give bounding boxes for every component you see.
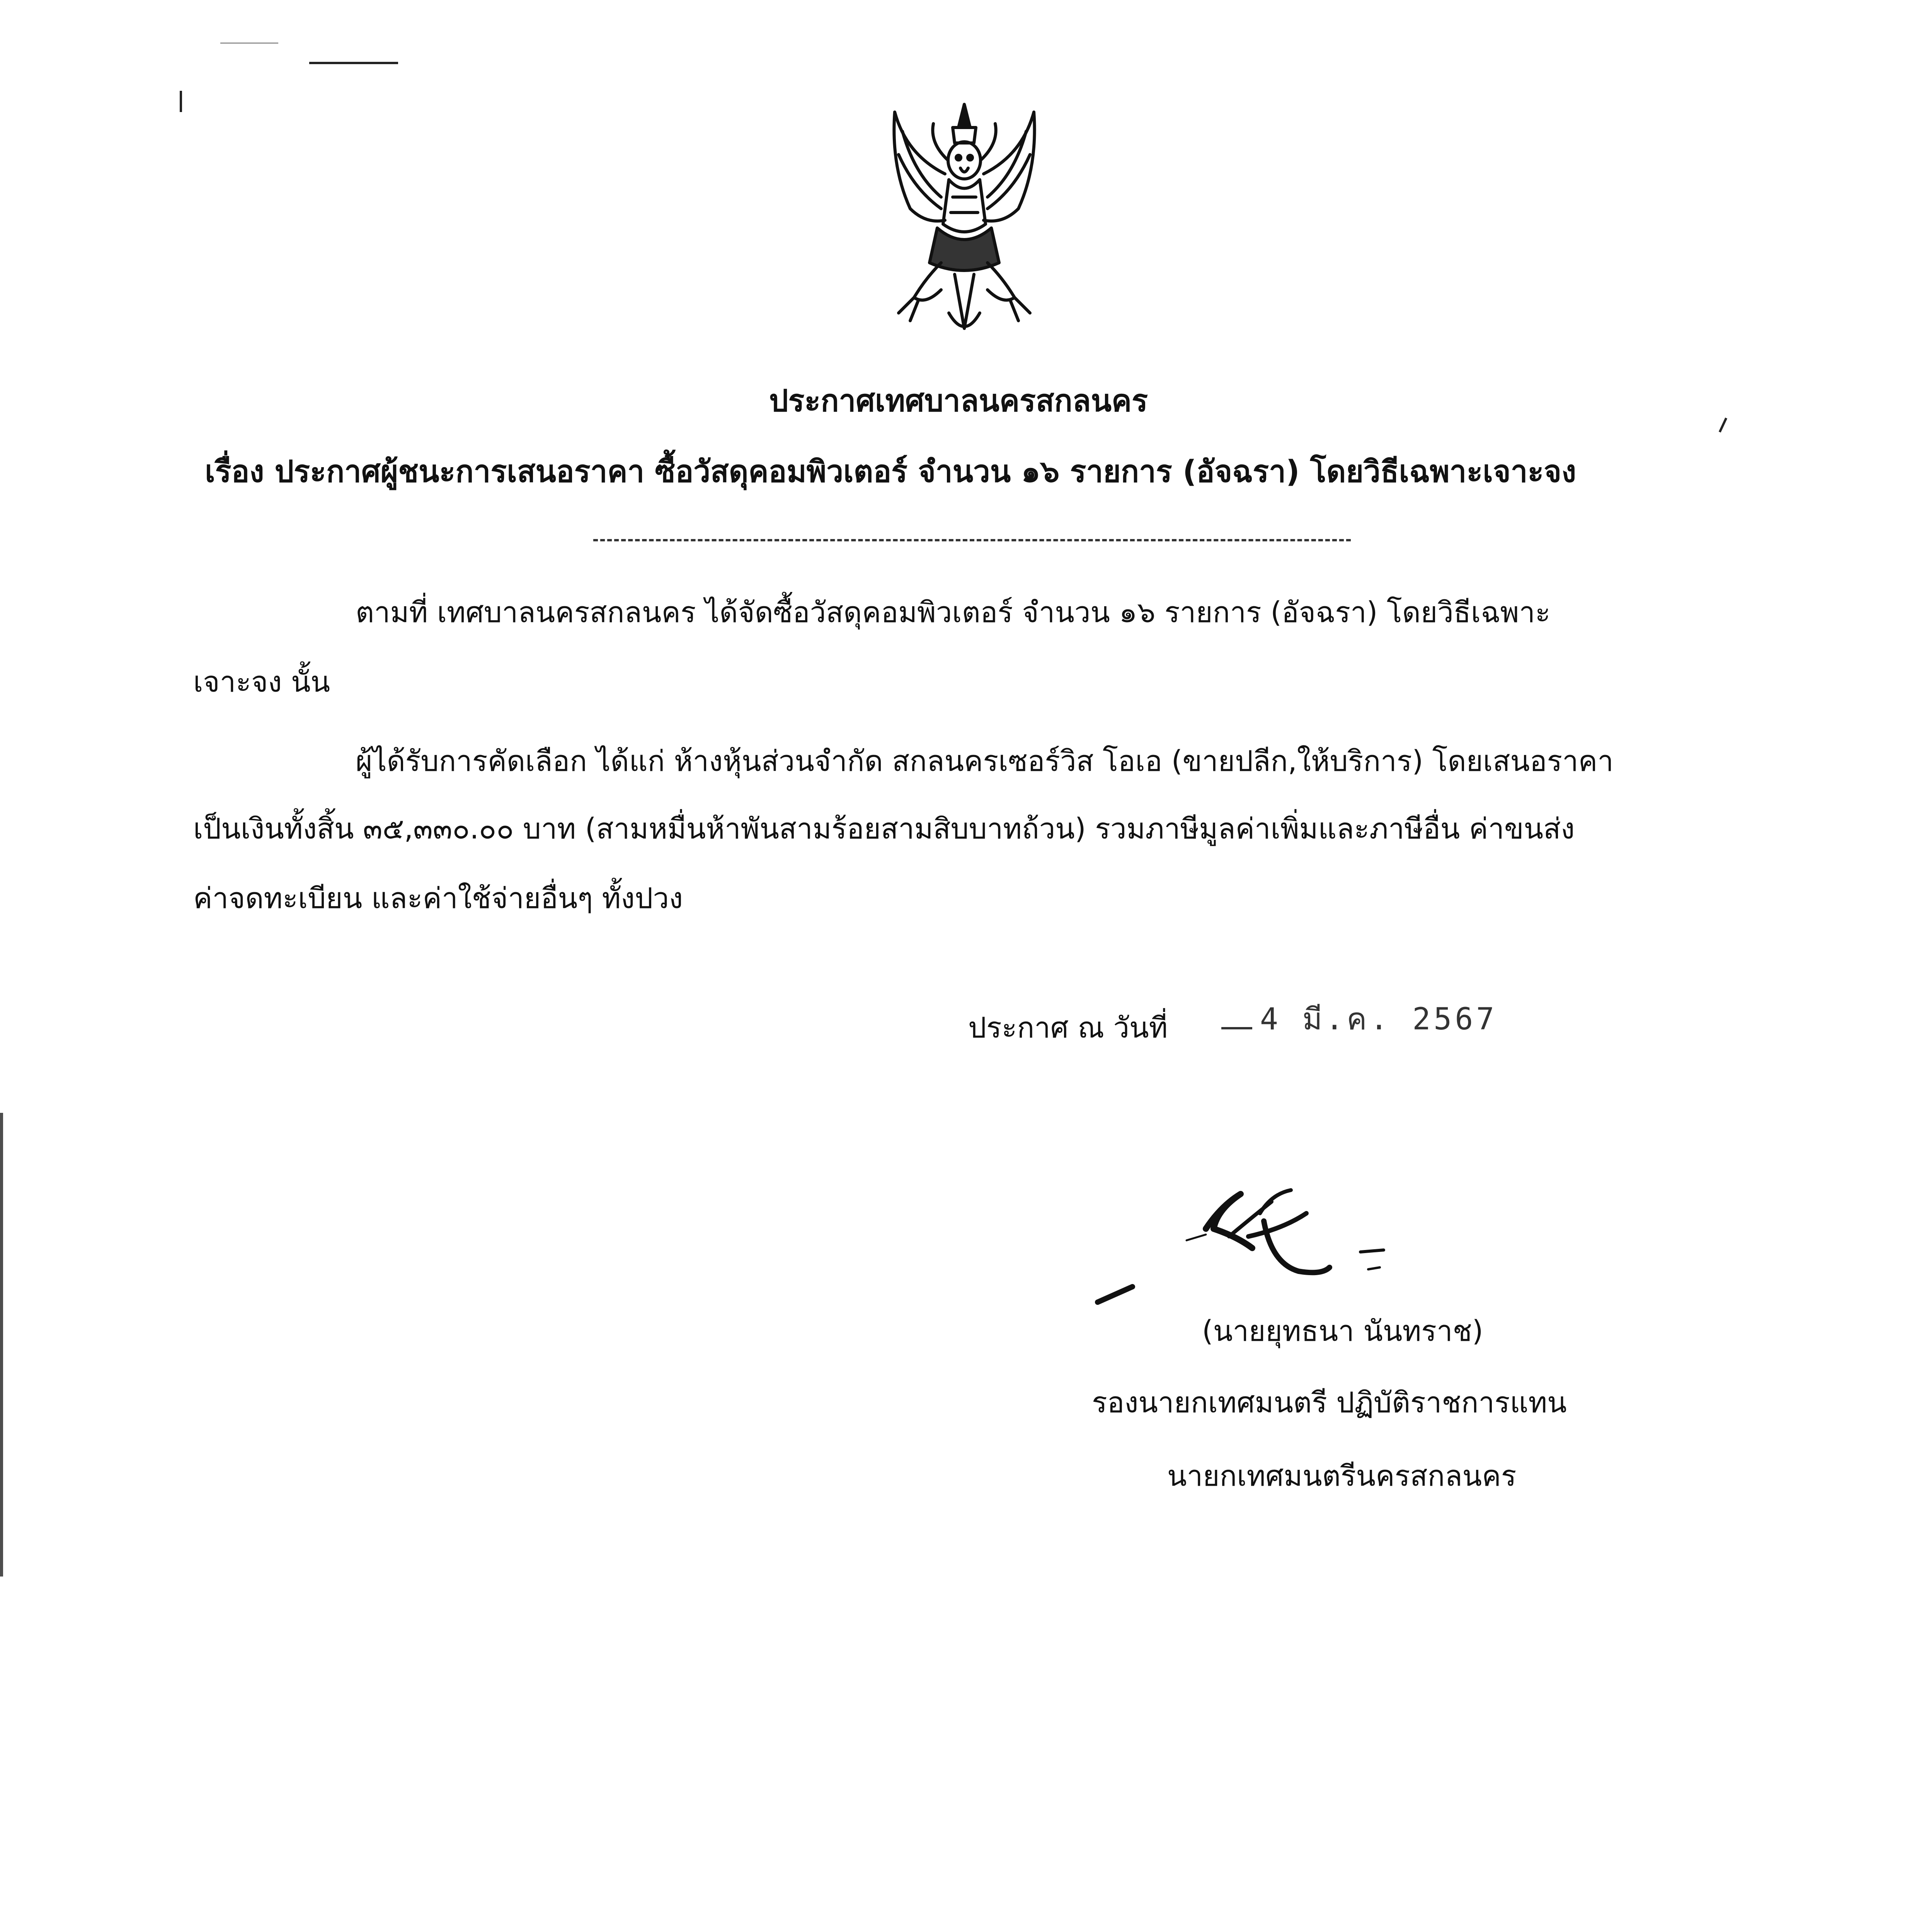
paragraph-line: เป็นเงินทั้งสิ้น ๓๕,๓๓๐.๐๐ บาท (สามหมื่นห้าพันสามร้อยสามสิบบาทถ้วน) รวมภาษีมูลค่าเพิ่มและภาษีอื่น ค่าขนส่ง bbox=[193, 812, 1575, 845]
dashed-divider bbox=[593, 539, 1351, 541]
signatory-name: (นายยุทธนา นันทราช) bbox=[1202, 1315, 1483, 1348]
paragraph-line: ค่าจดทะเบียน และค่าใช้จ่ายอื่นๆ ทั้งปวง bbox=[193, 882, 683, 915]
document-subject: เรื่อง ประกาศผู้ชนะการเสนอราคา ซื้อวัสดุคอมพิวเตอร์ จำนวน ๑๖ รายการ (อัจฉรา) โดยวิธีเฉพาะเจาะจง bbox=[205, 454, 1577, 489]
announcement-date-label: ประกาศ ณ วันที่ bbox=[968, 1011, 1168, 1044]
date-stamp bbox=[1221, 995, 1497, 1043]
signatory-position: รองนายกเทศมนตรี ปฏิบัติราชการแทน bbox=[1092, 1386, 1567, 1419]
paragraph-line: ผู้ได้รับการคัดเลือก ได้แก่ ห้างหุ้นส่วนจำกัด สกลนครเซอร์วิส โอเอ (ขายปลีก,ให้บริการ) โดยเสนอราคา bbox=[356, 745, 1614, 778]
garuda-emblem-icon bbox=[883, 97, 1045, 344]
scan-mark bbox=[0, 1113, 3, 1577]
scan-mark bbox=[180, 91, 182, 112]
scan-mark bbox=[309, 62, 398, 64]
date-stamp-value: 4 มี.ค. 2567 bbox=[1260, 1002, 1498, 1037]
paragraph-line: เจาะจง นั้น bbox=[193, 665, 330, 699]
paragraph-line: ตามที่ เทศบาลนครสกลนคร ได้จัดซื้อวัสดุคอมพิวเตอร์ จำนวน ๑๖ รายการ (อัจฉรา) โดยวิธีเฉพาะ bbox=[356, 596, 1551, 629]
document-title: ประกาศเทศบาลนครสกลนคร bbox=[769, 384, 1148, 418]
signatory-position: นายกเทศมนตรีนครสกลนคร bbox=[1167, 1459, 1517, 1493]
scan-mark bbox=[220, 43, 278, 44]
